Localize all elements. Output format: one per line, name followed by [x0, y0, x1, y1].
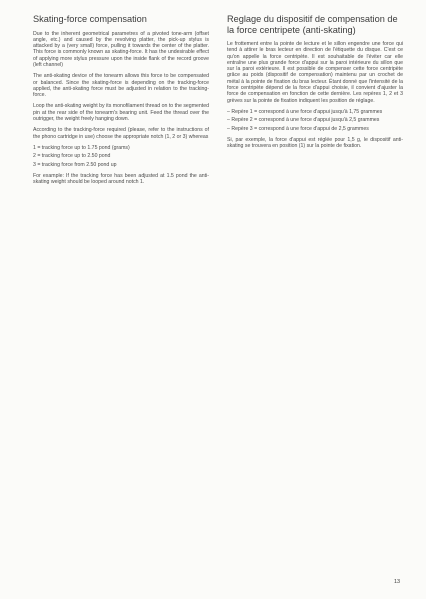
- english-paragraph: Loop the anti-skating weight by its monofilament thread on to the segmented pin at the rear side of the tonearm's bearing unit. Feed the thread over the outrigger, the weight freely hanging down.: [33, 103, 209, 123]
- english-notch-list: [33, 145, 209, 168]
- english-heading: Skating-force compensation: [33, 14, 147, 24]
- english-example: For example: If the tracking force has been adjusted at 1.5 pond the anti-skating weight should be looped around notch 1.: [33, 172, 209, 186]
- list-item: 1 = tracking force up to 1.75 pond (grams): [33, 144, 130, 151]
- page-number: 13: [394, 579, 401, 585]
- english-paragraph: The anti-skating device of the tonearm allows this force to be compensated or balanced. Since the skating-force is depending on the tracking-force applied, the anti-skating force must be adjusted in relation to the tracking-force.: [33, 73, 209, 99]
- english-paragraph: Due to the inherent geometrical parametres of a pivoted tone-arm (offset angle, etc.) and caused by the revolving platter, the pick-up stylus is attacked by a (very small) force, pulling it towards the center of the platter. This force is commonly known as skating-force. It has the undesirable effect of applying more stylus pressure upon the inside flank of the record groove (left channel): [33, 30, 209, 68]
- french-column: [227, 14, 403, 154]
- list-item: – Repère 2 = correspond à une force d'appui jusqu'à 2,5 grammes: [227, 117, 380, 124]
- list-item: 2 = tracking force up to 2.50 pond: [33, 153, 111, 160]
- english-paragraph: According to the tracking-force required (please, refer to the instructions of the phono cartridge in use) choose the appropriate notch (1, 2 or 3) whereas: [33, 127, 209, 140]
- english-column: [33, 14, 209, 190]
- list-item: – Repère 1 = correspond à une force d'appui jusqu'à 1,75 grammes: [227, 108, 383, 115]
- french-notch-list: [227, 109, 403, 132]
- french-paragraph: Le frottement entre la pointe de lecture et le sillon engendre une force qui tend à attirer le bras lecteur en direction de l'étiquette du disque. C'est ce qu'on appelle la force centripète. Il est souhaitable de l'éviter car elle entraîne une plus grande force d'appui sur la paroi intérieure du sillon que sur la paroi extérieure. Il est possible de compenser cette force centripète grâce au poids (dispositif de compensation) maintenu par un crochet de métal à la pointe de fixation du bras lecteur. Étant donné que l'intensité de la force centripète dépend de la force d'appui choisie, il convient d'ajuster la force de compensation en fonction de cette dernière. Les repères 1, 2 et 3 grèves sur la pointe de fixation indiquent les position de réglage.: [227, 41, 403, 104]
- french-example: Si, par exemple, la force d'appui est réglée pour 1,5 g, le dispositif anti-skating se trouvera en position (1) sur la pointe de fixation.: [227, 136, 403, 150]
- french-heading: Reglage du dispositif de compensation de la force centripete (anti-skating): [227, 14, 398, 35]
- list-item: 3 = tracking force from 2.50 pond up: [33, 161, 117, 168]
- list-item: – Repère 3 = correspond à une force d'appui de 2,5 grammes: [227, 125, 369, 132]
